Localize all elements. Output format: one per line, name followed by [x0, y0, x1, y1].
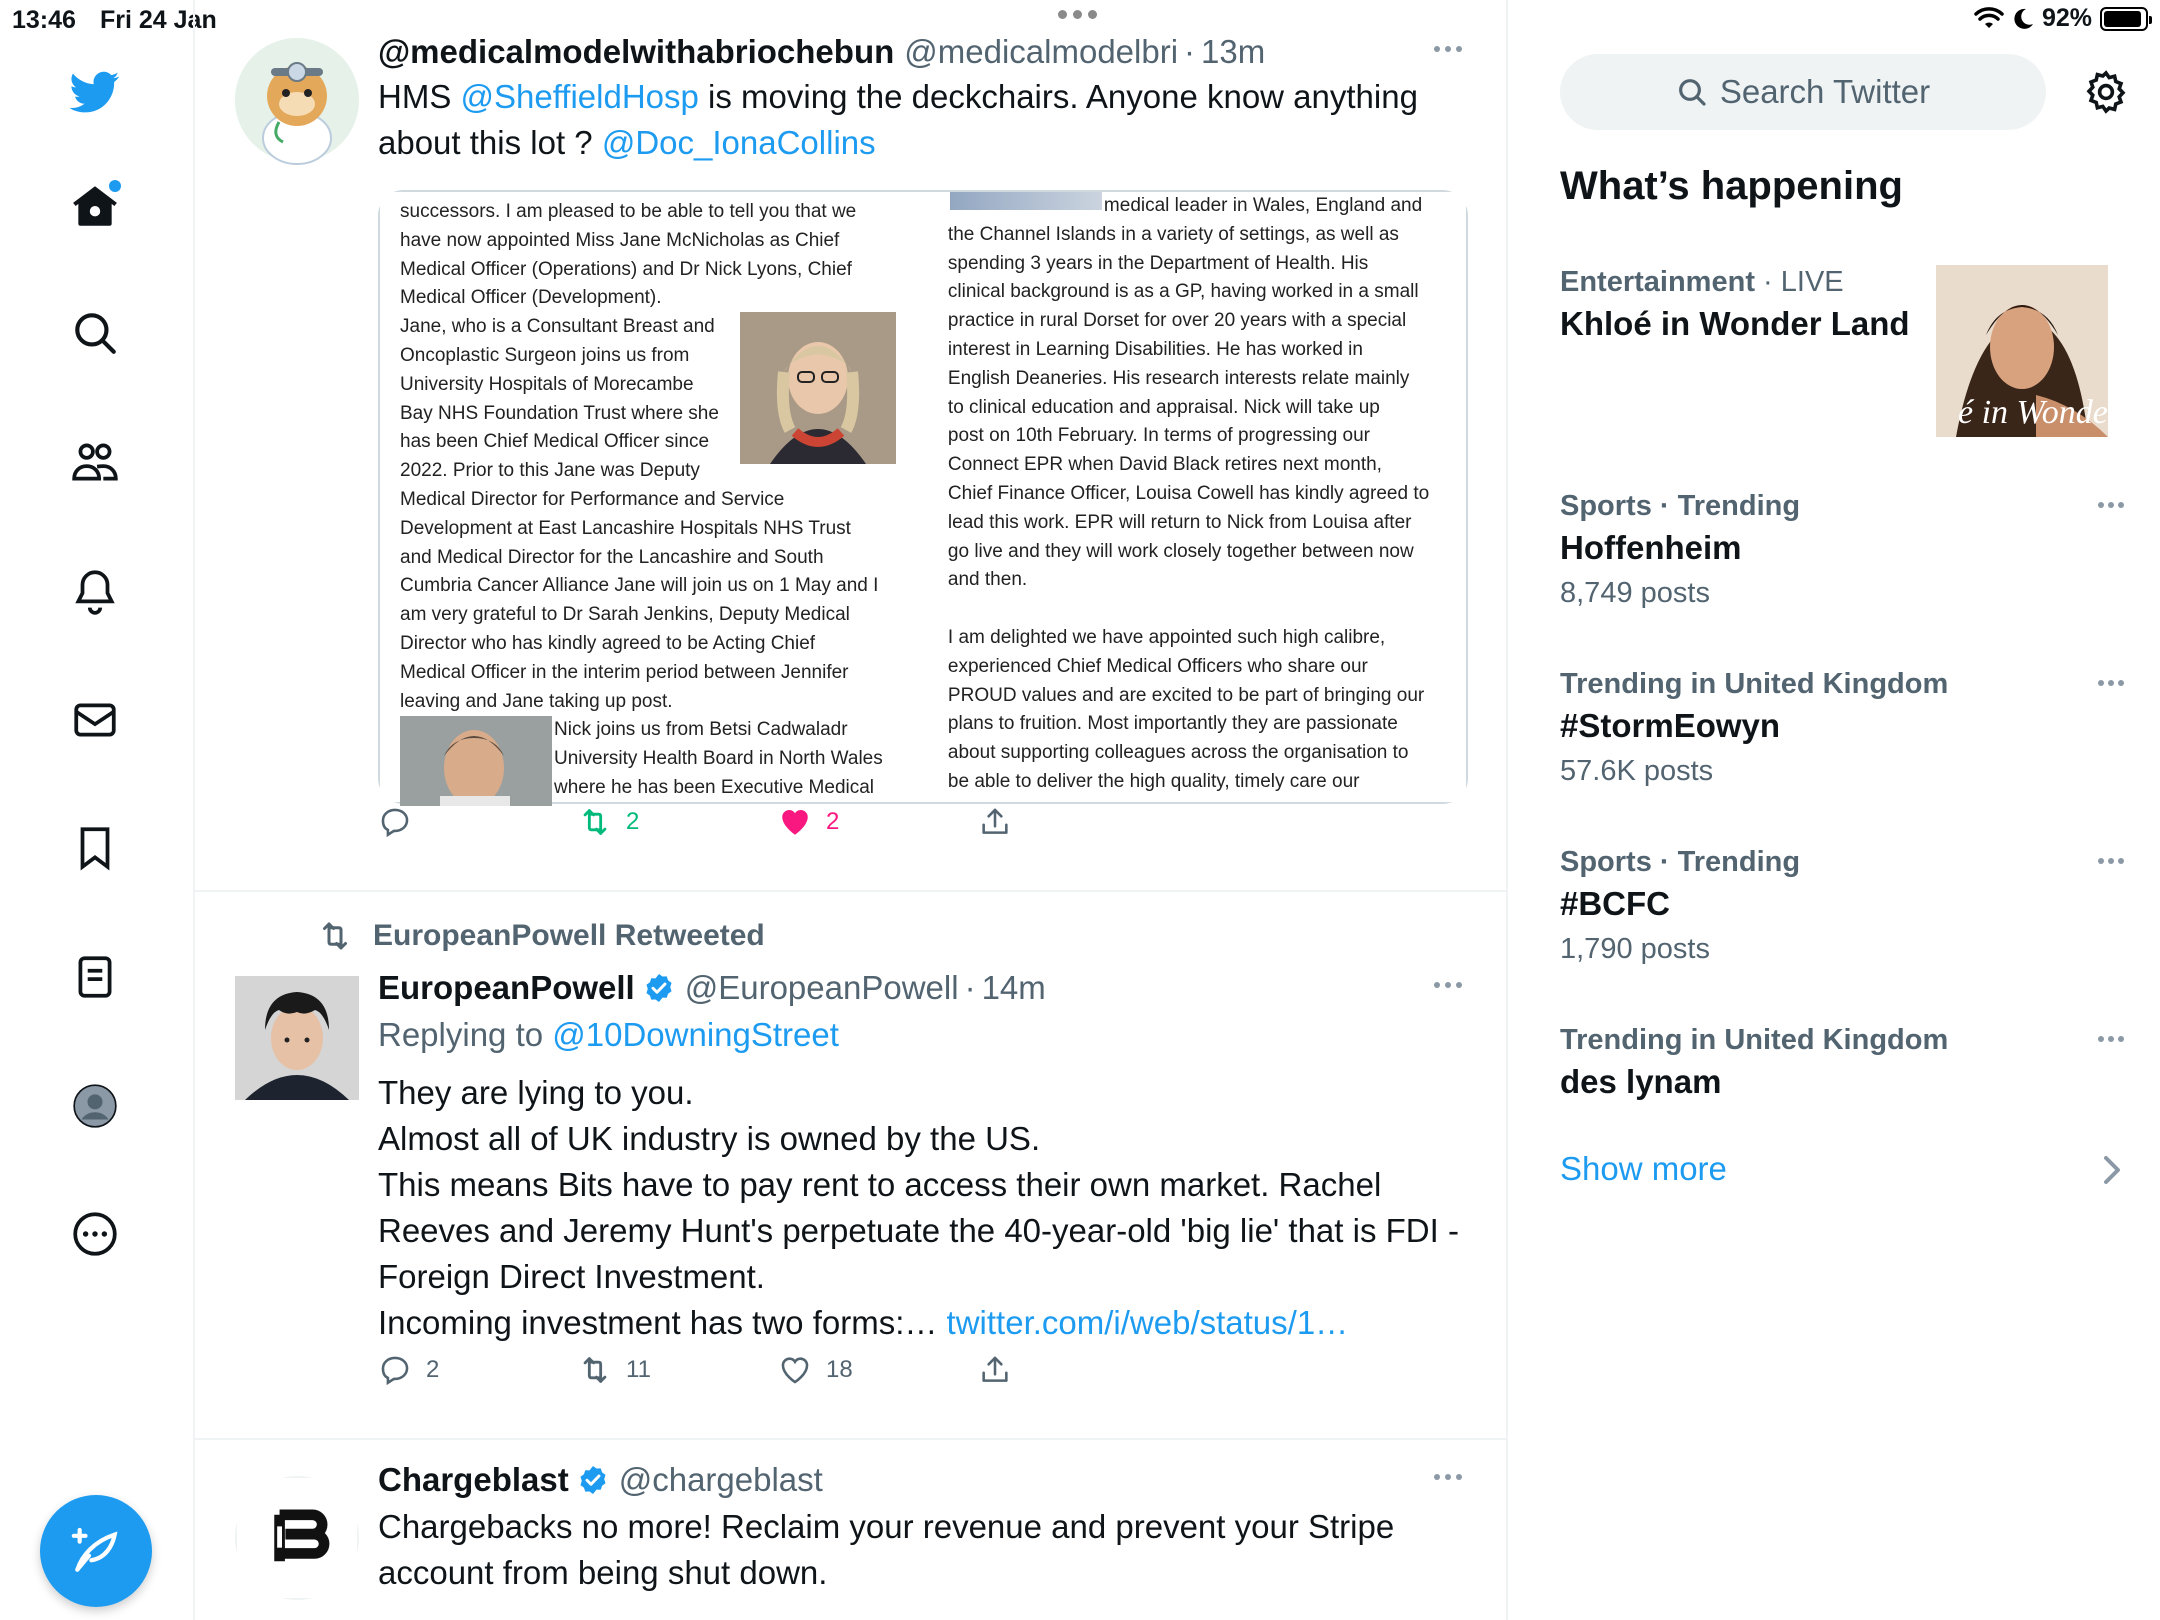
- trend-name: des lynam: [1560, 1063, 1722, 1100]
- reply-button[interactable]: [378, 805, 426, 839]
- left-navigation: [0, 40, 193, 1620]
- media-text: the Channel Islands in a variety of settings, as well as spending 3 years in the Department of Health. His clinical background is as a GP, having worked in a small practice in rural Dorset for over 20 years with a special interest in Learning Disabilities. He has worked in English Deaneries. His research interests relate mainly to clinical education and appraisal. Nick will take up post on 10th February. In terms of progressing our Connect EPR when David Black retires next month, Chief Finance Officer, Louisa Cowell has kindly agreed to lead this work. EPR will return to Nick from Louisa after go live and they will work closely together between now and then. I am delighted we have appointed such high calibre, experienced Chief Medical Officers who share our PROUD values and are excited to be part of bringing our plans to fruition. Most importantly they are passionate about supporting colleagues across the organisation to be able to deliver the high quality, timely care our: [947, 223, 1430, 792]
- trend-category: Entertainment: [1560, 266, 1755, 298]
- bookmarks-icon[interactable]: [63, 816, 127, 880]
- settings-button[interactable]: [2078, 64, 2134, 120]
- search-icon: [1676, 76, 1708, 108]
- share-icon: [978, 1353, 1012, 1387]
- retweet-icon: [578, 805, 612, 839]
- profile-icon[interactable]: [63, 1074, 127, 1138]
- search-input[interactable]: [1560, 54, 2046, 130]
- tweet-time[interactable]: 13m: [1201, 33, 1266, 70]
- trend-name: #BCFC: [1560, 885, 1671, 922]
- media-text: Jane, who is a Consultant Breast and Oncoplastic Surgeon joins us from University Hospitals of Morecambe Bay NHS Foundation Trust where she has been Chief Medical Officer since 2022. Prior to this Jane was Deputy: [400, 316, 719, 482]
- trend-more-icon[interactable]: [2098, 1036, 2124, 1042]
- author-handle[interactable]: @medicalmodelbri: [904, 33, 1179, 70]
- tweet-text: [378, 1070, 1466, 1346]
- mention-link[interactable]: @Doc_IonaCollins: [601, 124, 876, 161]
- media-text: Nick joins us from Betsi Cadwaladr University Health Board in North Wales where he has been Executive Medical: [554, 719, 883, 798]
- tweet-text-part: is moving the deckchairs. Anyone know anything about this lot ?: [378, 78, 1418, 161]
- battery-icon: [2100, 7, 2148, 31]
- home-icon[interactable]: [63, 174, 127, 238]
- retweet-count: 2: [626, 808, 640, 835]
- avatar[interactable]: [235, 976, 359, 1100]
- tweet-media-images[interactable]: [378, 190, 1468, 804]
- media-text: Medical Director for Performance and Service Development at East Lancashire Hospitals NHS Trust and Medical Director for the Lancashire and South Cumbria Cancer Alliance Jane will join us on 1 May and I am very grateful to Dr Sarah Jenkins, Deputy Medical Director who has kindly agreed to be Acting Chief Medical Officer in the interim period between Jennifer leaving and Jane taking up post.: [400, 488, 879, 712]
- tweet-more-icon[interactable]: [1430, 1460, 1466, 1494]
- author-name[interactable]: EuropeanPowell: [378, 969, 635, 1006]
- trend-category: Sports · Trending: [1560, 846, 1801, 878]
- section-title: What’s happening: [1560, 164, 1903, 208]
- portrait-photo: [950, 192, 1102, 210]
- tweet-text: [378, 74, 1466, 166]
- trend-item[interactable]: [1560, 842, 2130, 972]
- trend-item[interactable]: [1560, 1020, 2130, 1104]
- tweet[interactable]: [195, 892, 1506, 1440]
- replying-to: [378, 1012, 1466, 1058]
- search-icon[interactable]: [63, 301, 127, 365]
- messages-icon[interactable]: [63, 688, 127, 752]
- tweet-text-part: HMS: [378, 78, 461, 115]
- status-date: Fri 24 Jan: [100, 6, 217, 34]
- reply-icon: [378, 805, 412, 839]
- media-image-left[interactable]: [380, 192, 916, 802]
- verified-badge-icon: [577, 1464, 609, 1496]
- verified-badge-icon: [643, 972, 675, 1004]
- battery-percentage: 92%: [2041, 4, 2092, 32]
- status-link[interactable]: twitter.com/i/web/status/1…: [946, 1304, 1349, 1341]
- trend-item[interactable]: [1560, 486, 2130, 616]
- media-text: successors. I am pleased to be able to tell you that we have now appointed Miss Jane McNicholas as Chief Medical Officer (Operations) and Dr Nick Lyons, Chief Medical Officer (Development).: [400, 201, 857, 309]
- retweeted-by[interactable]: [317, 918, 765, 954]
- wifi-icon: [1974, 7, 2004, 31]
- mention-link[interactable]: @SheffieldHosp: [460, 78, 699, 115]
- author-handle[interactable]: @chargeblast: [618, 1461, 823, 1498]
- chevron-right-icon[interactable]: [2098, 1152, 2126, 1188]
- author-name[interactable]: Chargeblast: [378, 1461, 569, 1498]
- search-placeholder: Search Twitter: [1719, 73, 1931, 110]
- replying-to-label: Replying to: [378, 1016, 553, 1053]
- retweet-button[interactable]: [578, 1353, 651, 1387]
- portrait-photo: [400, 716, 552, 806]
- retweet-icon: [317, 918, 353, 954]
- retweet-button[interactable]: [578, 805, 639, 839]
- trend-category: Sports · Trending: [1560, 490, 1801, 522]
- trend-name: #StormEowyn: [1560, 707, 1781, 744]
- trend-item[interactable]: [1560, 664, 2130, 794]
- heart-icon: [778, 1353, 812, 1387]
- reply-icon: [378, 1353, 412, 1387]
- share-icon: [978, 805, 1012, 839]
- trend-more-icon[interactable]: [2098, 502, 2124, 508]
- tweet-more-icon[interactable]: [1430, 968, 1466, 1002]
- tweet[interactable]: [195, 0, 1506, 892]
- avatar[interactable]: [235, 1476, 359, 1600]
- trend-thumb-text: é in Wonder L: [1958, 394, 2149, 431]
- trend-separator: ·: [1754, 266, 1781, 298]
- separator-dot: ·: [1184, 33, 1196, 70]
- trend-more-icon[interactable]: [2098, 858, 2124, 864]
- tweet-time[interactable]: 14m: [981, 969, 1046, 1006]
- tweet-header: [378, 1460, 1466, 1500]
- communities-icon[interactable]: [63, 430, 127, 494]
- tweet-header: [378, 968, 1466, 1008]
- timeline: [193, 0, 1508, 1620]
- compose-icon: [68, 1523, 124, 1579]
- author-name[interactable]: @medicalmodelwithabriochebun: [378, 33, 895, 70]
- tweet-header: [378, 32, 1466, 72]
- like-button[interactable]: [778, 1353, 853, 1387]
- trend-name: Khloé in Wonder Land: [1560, 305, 1910, 342]
- media-image-right[interactable]: [930, 192, 1466, 802]
- retweeted-by-label: EuropeanPowell Retweeted: [373, 919, 765, 952]
- notifications-icon[interactable]: [63, 559, 127, 623]
- status-indicators: [1974, 4, 2148, 33]
- retweet-count: 11: [626, 1356, 651, 1383]
- lists-icon[interactable]: [63, 945, 127, 1009]
- trend-count: 1,790 posts: [1560, 933, 1710, 965]
- like-count: 18: [826, 1356, 853, 1383]
- separator-dot: ·: [964, 969, 976, 1006]
- trend-category: Trending in United Kingdom: [1560, 668, 1949, 700]
- trend-category: Trending in United Kingdom: [1560, 1024, 1949, 1056]
- tweet[interactable]: [195, 1440, 1506, 1620]
- mention-link[interactable]: @10DowningStreet: [552, 1016, 839, 1053]
- trend-live-tag: LIVE: [1780, 266, 1844, 298]
- trend-count: 8,749 posts: [1560, 577, 1710, 609]
- twitter-logo-icon[interactable]: [63, 60, 127, 124]
- share-button[interactable]: [978, 1353, 1012, 1387]
- trend-more-icon[interactable]: [2098, 680, 2124, 686]
- like-count: 2: [826, 808, 840, 835]
- like-button[interactable]: [778, 805, 839, 839]
- status-time: 13:46: [12, 6, 76, 34]
- tweet-text-part: They are lying to you. Almost all of UK industry is owned by the US. This means Bits have to pay rent to access their own market. Rachel Reeves and Jeremy Hunt's perpetuate the 40-year-old 'big lie' that is FDI - Foreign Direct Investment. Incoming investment has two forms:…: [378, 1074, 1459, 1341]
- gear-icon: [2082, 68, 2130, 116]
- author-handle[interactable]: @EuropeanPowell: [684, 969, 959, 1006]
- trend-name: Hoffenheim: [1560, 529, 1742, 566]
- retweet-icon: [578, 1353, 612, 1387]
- moon-icon: [2012, 7, 2034, 31]
- avatar[interactable]: [235, 38, 359, 162]
- media-text: medical leader in Wales, England and: [1103, 195, 1423, 216]
- reply-button[interactable]: [378, 1353, 439, 1387]
- share-button[interactable]: [978, 805, 1012, 839]
- heart-filled-icon: [778, 805, 812, 839]
- reply-count: 2: [426, 1356, 440, 1383]
- compose-tweet-button[interactable]: [40, 1495, 152, 1607]
- trend-thumbnail[interactable]: [1936, 265, 2149, 437]
- more-icon[interactable]: [63, 1202, 127, 1266]
- tweet-more-icon[interactable]: [1430, 32, 1466, 66]
- show-more-link[interactable]: Show more: [1560, 1150, 1727, 1187]
- tweet-text: Chargebacks no more! Reclaim your revenue and prevent your Stripe account from being shut down.: [378, 1508, 1395, 1591]
- right-sidebar: [1540, 40, 2160, 1620]
- trend-count: 57.6K posts: [1560, 755, 1714, 787]
- portrait-photo: [740, 312, 896, 464]
